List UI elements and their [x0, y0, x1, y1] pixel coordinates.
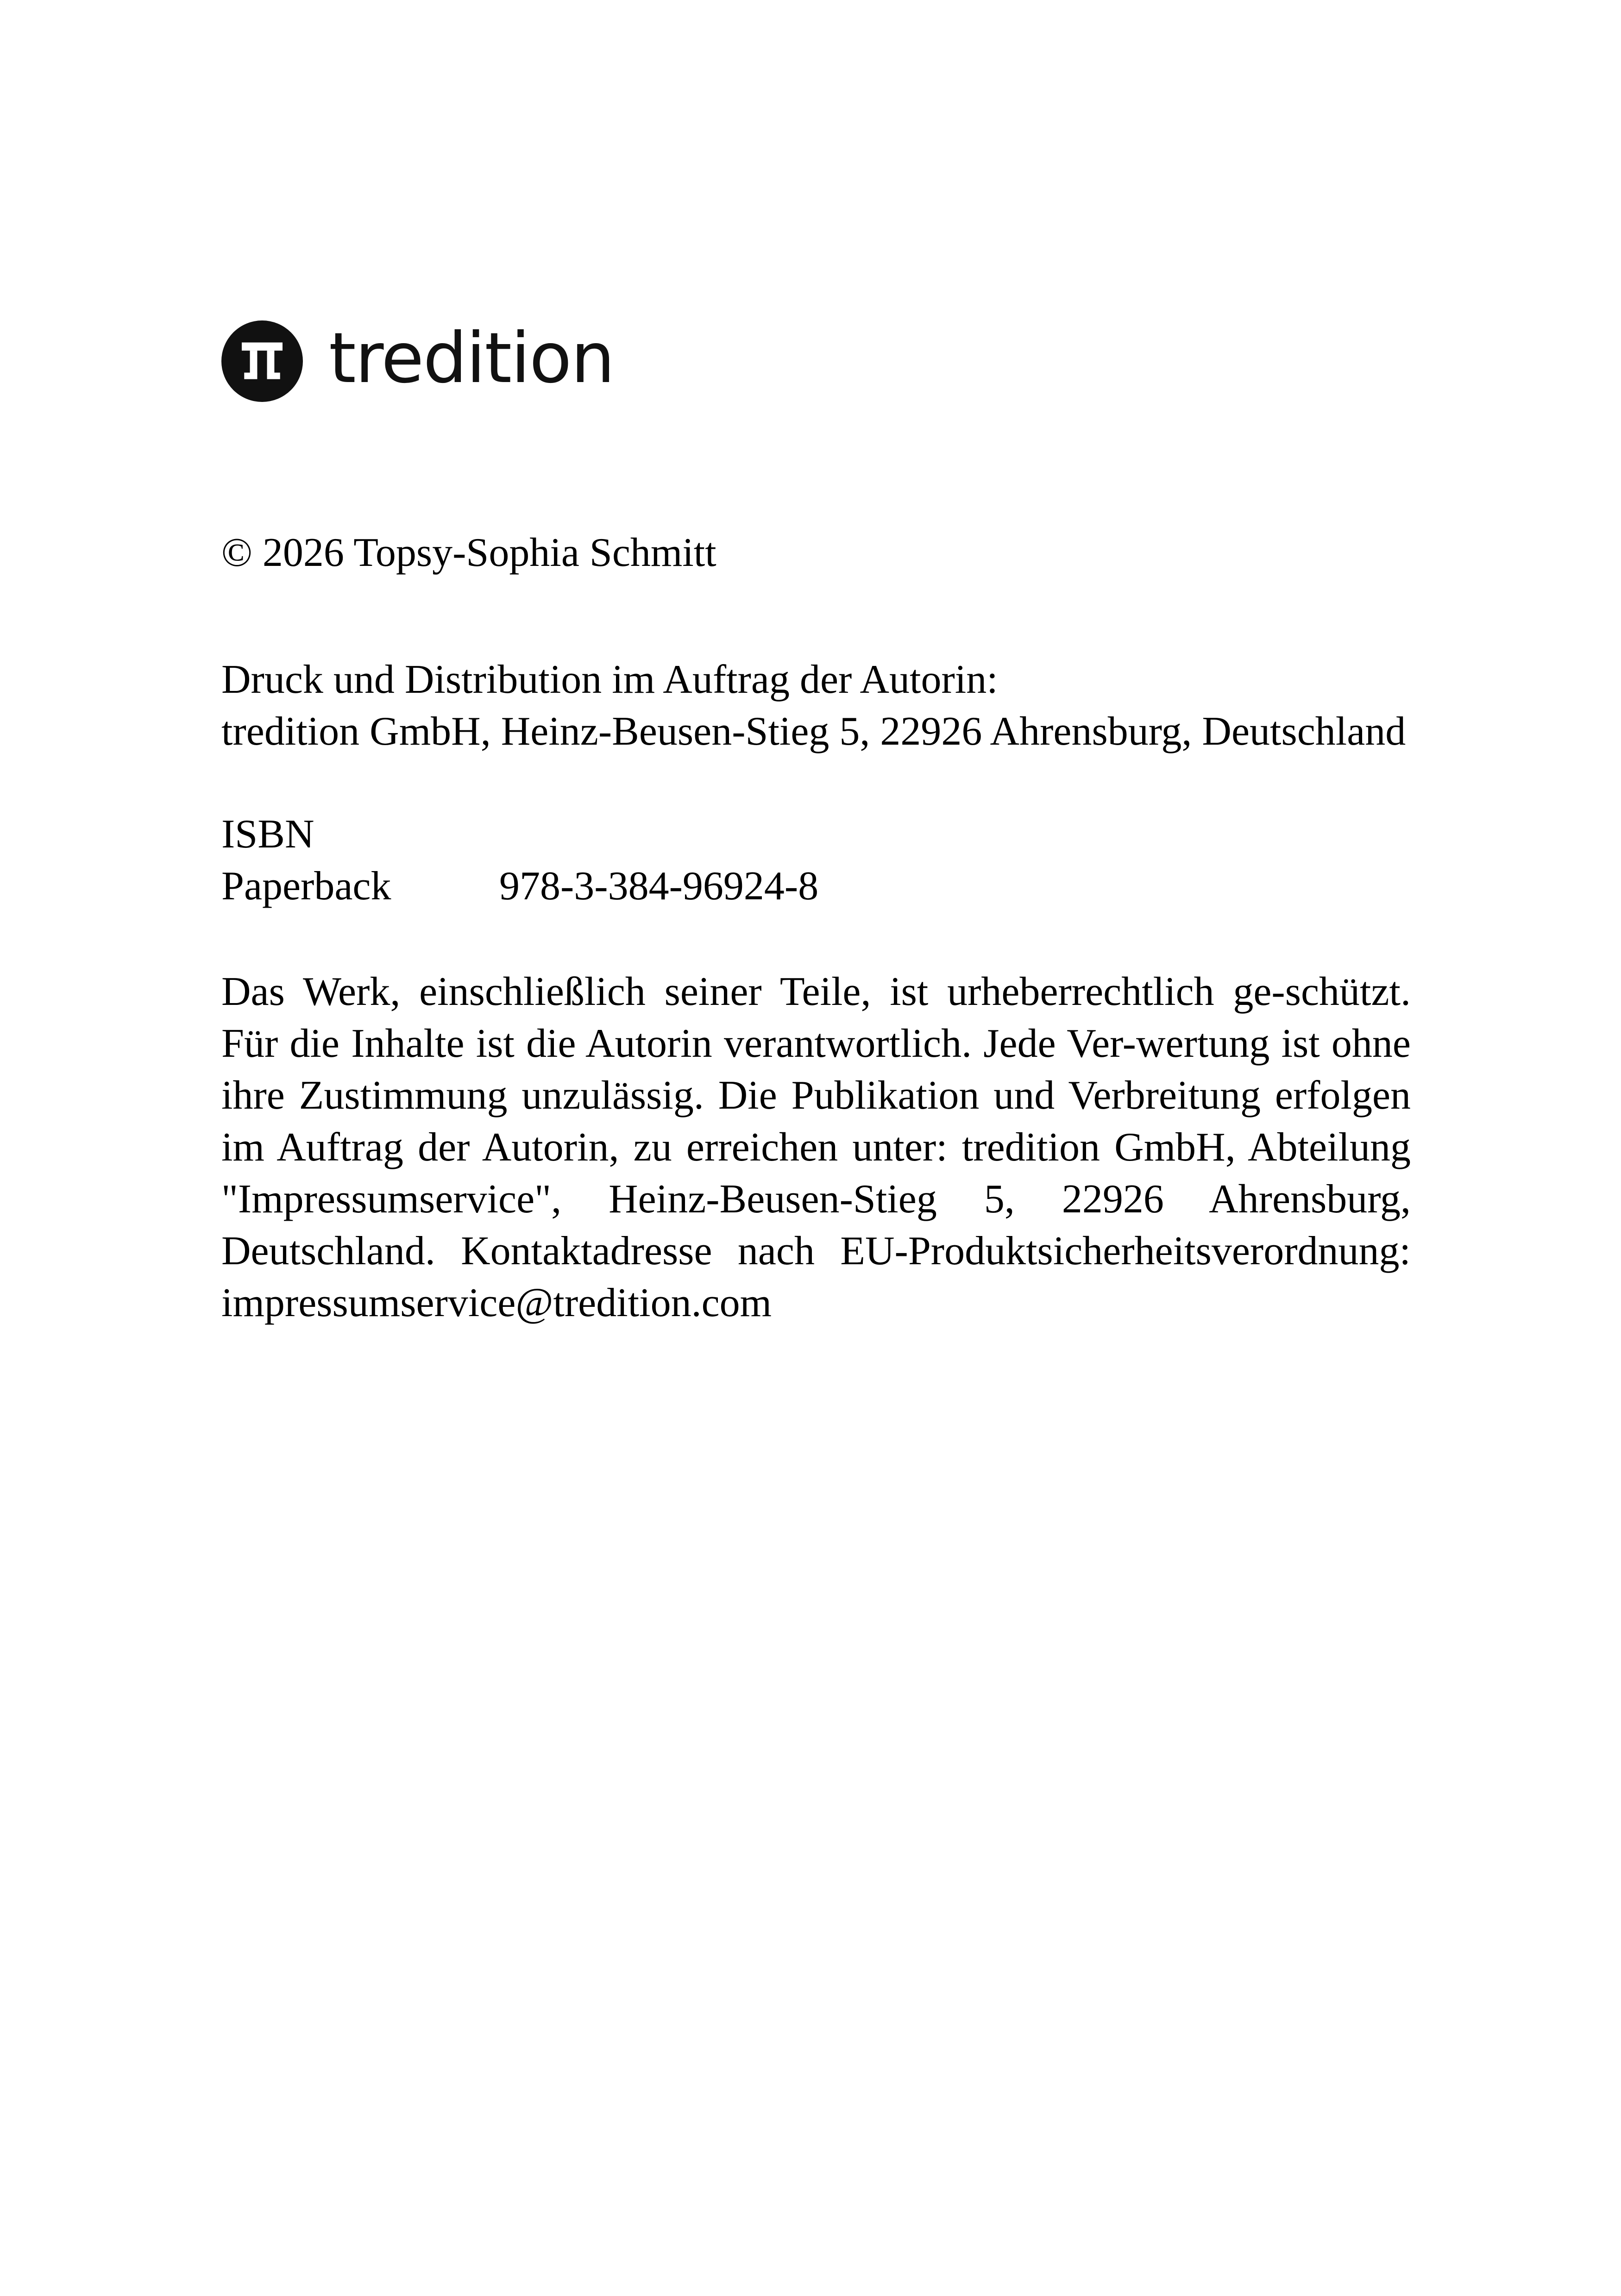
imprint-text — [221, 527, 1411, 1329]
printing-heading: Druck und Distribution im Auftrag der Autorin: — [221, 657, 998, 702]
isbn-row — [221, 860, 1411, 912]
publisher-logo — [221, 320, 614, 403]
isbn-number: 978-3-384-96924-8 — [499, 864, 819, 909]
copyright-line: © 2026 Topsy-Sophia Schmitt — [221, 530, 716, 575]
printing-address: tredition GmbH, Heinz-Beusen-Stieg 5, 22926 Ahrensburg, Deutschland — [221, 709, 1406, 754]
isbn-info — [221, 809, 1411, 912]
publisher-wordmark: tredition — [329, 318, 614, 399]
tredition-logo-icon — [221, 320, 303, 402]
legal-notice: Das Werk, einschließlich seiner Teile, ist urheberrechtlich ge-schützt. Für die Inhalte ist die Autorin verantwortlich. Jede Ver-wertung ist ohne ihre Zustimmung unzulässig. Die Publikation und Verbreitung erfolgen im Auftrag der Autorin, zu erreichen unter: tredition GmbH, Abteilung "Impressumservice", Heinz-Beusen-Stieg 5, 22926 Ahrensburg, Deutschland. Kontaktadresse nach EU-Produktsicherheitsverordnung: impressumservice@tredition.com — [221, 969, 1411, 1325]
printing-info — [221, 654, 1411, 758]
isbn-format: Paperback — [221, 864, 391, 909]
isbn-label: ISBN — [221, 812, 314, 857]
